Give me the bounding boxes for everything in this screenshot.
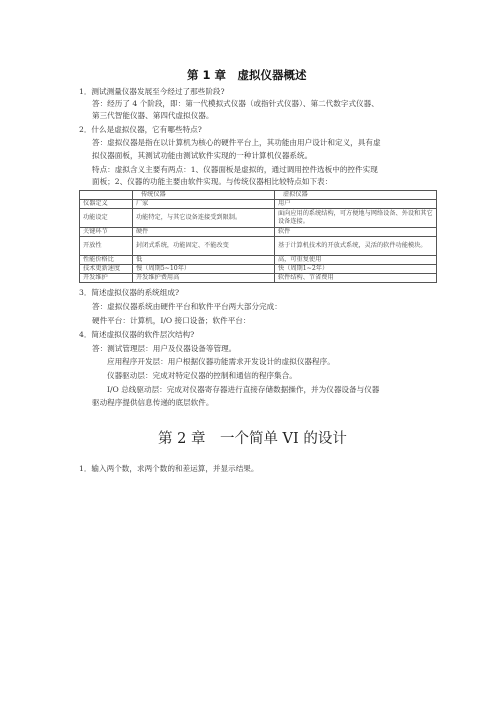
table-cell: 硬件 (133, 228, 275, 237)
answer-2-line-3: 特点：虚拟含义主要有两点：1、仪器面板是虚拟的，通过调用控件选板中的控件实现 (92, 165, 378, 174)
answer-2-line-1: 答：虚拟仪器是指在以计算机为核心的硬件平台上，其功能由用户设计和定义，具有虚 (92, 138, 381, 147)
table-row (80, 200, 437, 209)
table-cell: 软件 (275, 228, 437, 237)
table-cell: 基于计算机技术的开放式系统，灵活的软件功能模块。 (275, 237, 437, 256)
table-row (80, 265, 437, 274)
table-cell: 低 (133, 256, 275, 265)
answer-3-line-1: 答：虚拟仪器系统由硬件平台和软件平台两大部分完成： (92, 302, 282, 311)
table-cell: 面向应用的系统结构，可方便地与网络设备、外设和其它设备连接。 (275, 209, 437, 228)
table-row (80, 256, 437, 265)
question-2: 2．什么是虚拟仪器，它有哪些特点? (79, 125, 202, 134)
table-row (80, 274, 437, 283)
table-header-cell: 传统仪器 (133, 191, 275, 200)
answer-4-line-4: I/O 总线驱动层：完成对仪器寄存器进行直接存储数据操作，并为仪器设备与仪器 (107, 385, 380, 394)
table-row (80, 237, 437, 256)
table-cell: 开放性 (80, 237, 133, 256)
answer-4-line-2: 应用程序开发层：用户根据仪器功能需求开发设计的虚拟仪器程序。 (107, 357, 335, 366)
question-4: 4．简述虚拟仪器的软件层次结构? (79, 330, 195, 339)
table-cell: 技术更新速度 (80, 265, 133, 274)
comparison-table (79, 190, 437, 283)
table-cell: 快（周期1~2年） (275, 265, 437, 274)
table-cell: 用户 (275, 200, 437, 209)
question-1: 1．测试测量仪器发展至今经过了那些阶段? (79, 87, 225, 96)
table-cell: 功能特定，与其它设备连接受到限制。 (133, 209, 275, 228)
table-cell: 软件结构、节省费用 (275, 274, 437, 283)
table-cell: 开发维护 (80, 274, 133, 283)
answer-4-line-3: 仪器驱动层：完成对特定仪器的控制和通信的程序集合。 (107, 371, 297, 380)
table-header-row (80, 191, 437, 200)
chapter2-title: 第 2 章 一个简单 VI 的设计 (158, 431, 347, 447)
answer-4-line-1: 答：测试管理层：用户及仪器设备等管理。 (92, 344, 237, 353)
answer-2-line-2: 拟仪器面板，其测试功能由测试软件实现的一种计算机仪器系统。 (92, 151, 313, 160)
table-cell: 性能价格比 (80, 256, 133, 265)
table-cell: 开发维护费用高 (133, 274, 275, 283)
table-cell: 功能设定 (80, 209, 133, 228)
answer-4-line-5: 驱动程序提供信息传递的底层软件。 (92, 398, 214, 407)
answer-3-line-2: 硬件平台：计算机，I/O 接口设备；软件平台： (92, 316, 251, 325)
answer-1-line-1: 答：经历了 4 个阶段，即：第一代模拟式仪器（或指针式仪器）、第二代数字式仪器、 (92, 99, 379, 108)
chapter2-question-1: 1．输入两个数，求两个数的和差运算，并显示结果。 (79, 464, 259, 473)
table-row (80, 228, 437, 237)
table-cell: 慢（周期5~10年） (133, 265, 275, 274)
table-cell: 厂家 (133, 200, 275, 209)
table-cell: 仪器定义 (80, 200, 133, 209)
chapter1-title: 第 1 章 虚拟仪器概述 (187, 68, 307, 82)
table-row (80, 209, 437, 228)
table-cell: 关键环节 (80, 228, 133, 237)
table-header-cell (80, 191, 133, 200)
table-header-cell: 虚拟仪器 (275, 191, 437, 200)
table-cell: 封闭式系统，功能固定、不能改变 (133, 237, 275, 256)
question-3: 3．简述虚拟仪器的系统组成? (79, 288, 180, 297)
answer-1-line-2: 第三代智能仪器、第四代虚拟仪器。 (92, 111, 214, 120)
answer-2-line-4: 面板；2、仪器的功能主要由软件实现。与传统仪器相比较特点如下表： (92, 177, 333, 186)
table-cell: 高，可重复使用 (275, 256, 437, 265)
